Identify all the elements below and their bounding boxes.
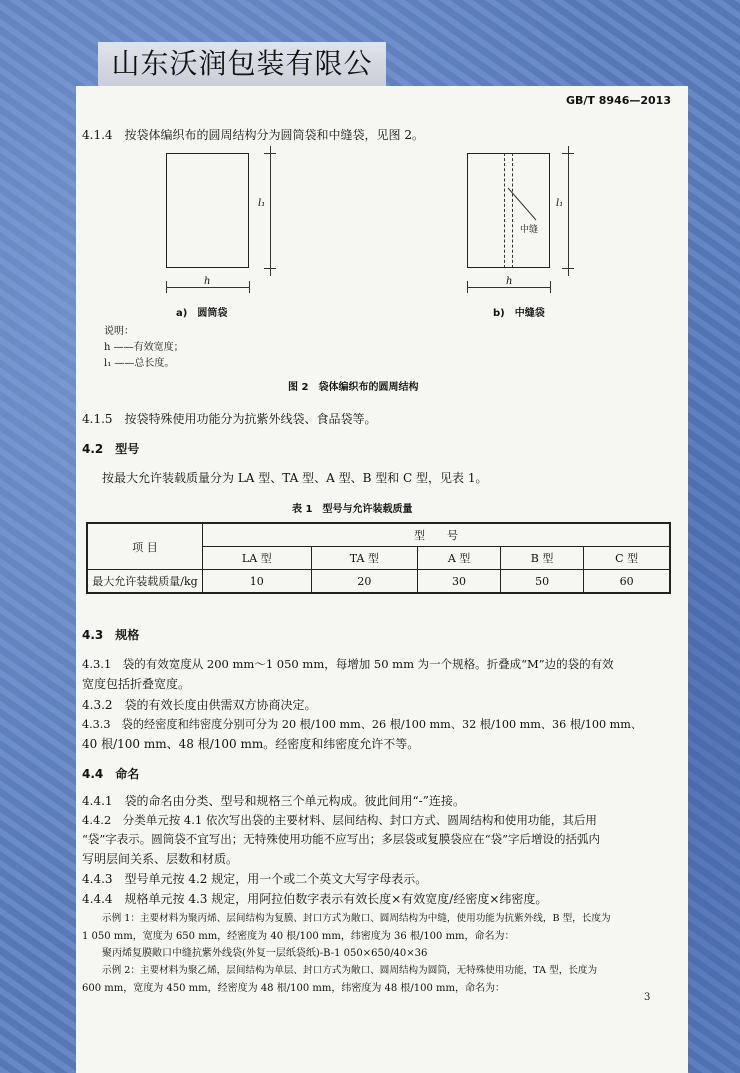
example-1-name: 聚丙烯复膜敞口中缝抗紫外线袋(外复一层纸袋纸)-B-1 050×650/40×36	[102, 948, 428, 959]
dimension-tick	[467, 281, 468, 293]
clause-4-3-1-line1: 4.3.1 袋的有效宽度从 200 mm～1 050 mm，每增加 50 mm 为一个规格。折叠成“M”边的袋的有效	[82, 657, 614, 671]
table-header-item: 项 目	[87, 523, 203, 570]
dimension-tick	[562, 153, 574, 154]
section-4-2-heading: 4.2 型号	[82, 442, 140, 456]
clause-4-4-2-line3: 写明层间关系、层数和材质。	[82, 852, 239, 866]
table-cell: 10	[203, 570, 312, 594]
table-cell: 30	[418, 570, 501, 594]
legend-h: h ——有效宽度；	[104, 342, 184, 353]
section-4-4-heading: 4.4 命名	[82, 767, 140, 781]
length-dimension-line-b	[568, 146, 569, 276]
dimension-tick	[264, 268, 276, 269]
table-header-type-group: 型 号	[203, 523, 671, 547]
figure-a-label: a) 圆筒袋	[176, 308, 228, 319]
length-symbol-b: l₁	[556, 198, 564, 209]
legend-title: 说明：	[104, 326, 134, 337]
figure-b-label: b) 中缝袋	[493, 308, 545, 319]
table-header-type: A 型	[418, 547, 501, 570]
table-cell: 60	[584, 570, 670, 594]
clause-4-4-1: 4.4.1 袋的命名由分类、型号和规格三个单元构成。彼此间用“-”连接。	[82, 794, 465, 808]
width-dimension-line-b	[467, 287, 550, 288]
width-symbol-b: h	[506, 276, 513, 287]
length-dimension-line	[270, 146, 271, 276]
clause-4-4-2-line1: 4.4.2 分类单元按 4.1 依次写出袋的主要材料、层间结构、封口方式、圆周结构和使用功能，其后用	[82, 813, 597, 827]
dimension-tick	[562, 268, 574, 269]
width-dimension-line	[166, 287, 249, 288]
section-4-3-heading: 4.3 规格	[82, 628, 140, 642]
table-row-label: 最大允许装载质量/kg	[87, 570, 203, 594]
table-caption: 表 1 型号与允许装载质量	[292, 504, 413, 515]
section-4-2-text: 按最大允许装载质量分为 LA 型、TA 型、A 型、B 型和 C 型，见表 1。	[102, 471, 488, 485]
seam-leader-line	[506, 186, 546, 226]
seam-dashed-line	[504, 153, 505, 268]
standard-number: GB/T 8946—2013	[566, 94, 671, 107]
table-cell: 20	[311, 570, 418, 594]
clause-4-3-3-line1: 4.3.3 袋的经密度和纬密度分别可分为 20 根/100 mm、26 根/100 mm、32 根/100 mm、36 根/100 mm、	[82, 718, 643, 731]
dimension-tick	[166, 281, 167, 293]
company-watermark-banner: 山东沃润包装有限公	[98, 42, 386, 86]
clause-4-4-4: 4.4.4 规格单元按 4.3 规定，用阿拉伯数字表示有效长度×有效宽度/经密度×纬密度。	[82, 892, 548, 906]
model-load-table	[86, 522, 671, 594]
table-header-type: C 型	[584, 547, 670, 570]
clause-4-3-1-line2: 宽度包括折叠宽度。	[82, 677, 191, 691]
clause-4-4-2-line2: “袋”字表示。圆筒袋不宜写出；无特殊使用功能不应写出；多层袋或复膜袋应在“袋”字后增设的括弧内	[82, 832, 601, 846]
dimension-tick	[264, 153, 276, 154]
clause-4-3-3-line2: 40 根/100 mm、48 根/100 mm。经密度和纬密度允许不等。	[82, 737, 420, 751]
example-2-line1: 示例 2：主要材料为聚乙烯，层间结构为单层、封口方式为敞口、圆周结构为圆筒，无特殊使用功能，TA 型，长度为	[102, 965, 598, 976]
clause-4-4-3: 4.4.3 型号单元按 4.2 规定，用一个或二个英文大写字母表示。	[82, 872, 428, 886]
table-header-type: LA 型	[203, 547, 312, 570]
width-symbol: h	[204, 276, 211, 287]
page-number: 3	[644, 992, 651, 1003]
dimension-tick	[249, 281, 250, 293]
document-page	[76, 86, 688, 1073]
example-1-line2: 1 050 mm，宽度为 650 mm，经密度为 40 根/100 mm，纬密度为 36 根/100 mm，命名为：	[82, 931, 515, 942]
table-header-type: TA 型	[311, 547, 418, 570]
example-1-line1: 示例 1：主要材料为聚丙烯、层间结构为复膜、封口方式为敞口、圆周结构为中缝，使用功能为抗紫外线，B 型，长度为	[102, 913, 611, 924]
seam-label: 中缝	[520, 225, 539, 235]
clause-4-3-2: 4.3.2 袋的有效长度由供需双方协商决定。	[82, 698, 317, 712]
figure-caption: 图 2 袋体编织布的圆周结构	[288, 382, 419, 393]
dimension-tick	[550, 281, 551, 293]
example-2-line2: 600 mm，宽度为 450 mm，经密度为 48 根/100 mm，纬密度为 48 根/100 mm，命名为：	[82, 983, 506, 994]
table-cell: 50	[500, 570, 583, 594]
table-header-type: B 型	[500, 547, 583, 570]
length-symbol: l₁	[258, 198, 266, 209]
tube-bag-drawing	[166, 153, 249, 268]
clause-4-1-4: 4.1.4 按袋体编织布的圆周结构分为圆筒袋和中缝袋，见图 2。	[82, 128, 424, 142]
clause-4-1-5: 4.1.5 按袋特殊使用功能分为抗紫外线袋、食品袋等。	[82, 412, 377, 426]
legend-l: l₁ ——总长度。	[104, 358, 175, 369]
